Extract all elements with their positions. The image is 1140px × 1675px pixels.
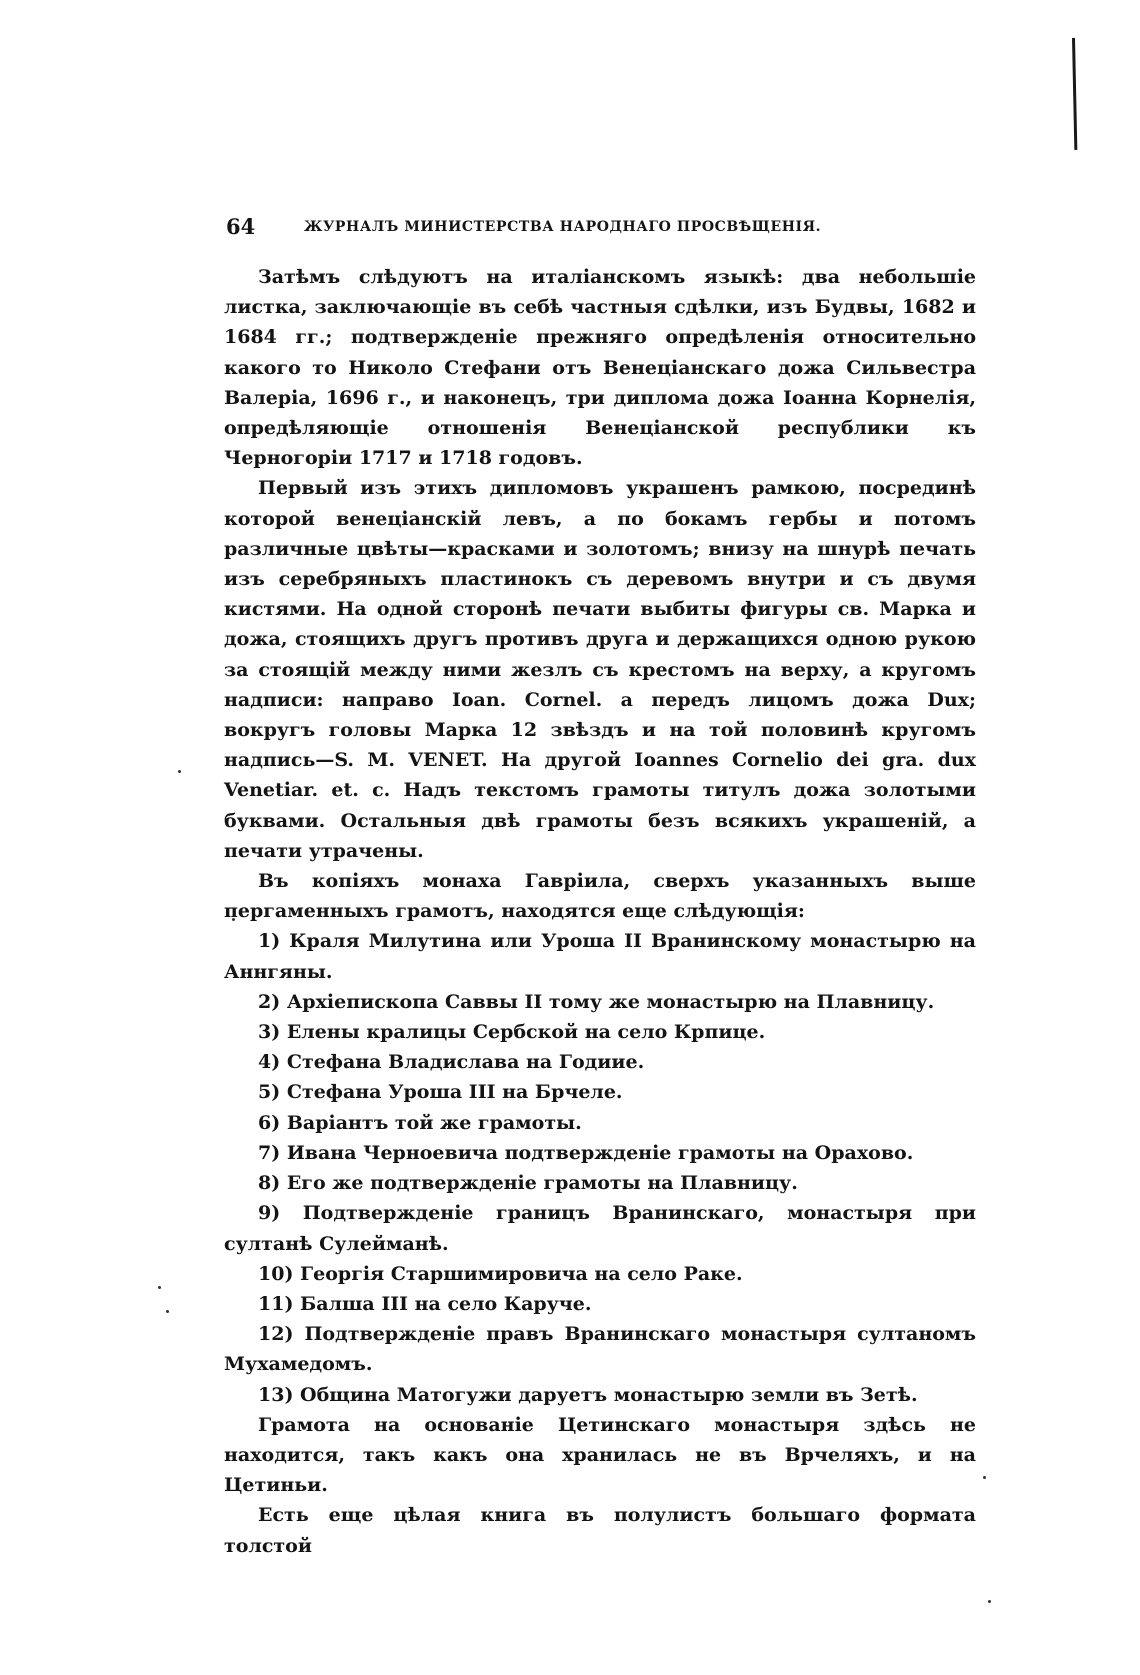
list-item: 11) Балша III на село Каруче. [258, 1292, 592, 1315]
list-item: 4) Стефана Владислава на Годиие. [258, 1051, 645, 1074]
list-item: 6) Варіантъ той же грамоты. [258, 1111, 582, 1134]
list-item: 3) Елены кралицы Сербской на село Крпице. [258, 1021, 766, 1044]
list-item: 5) Стефана Уроша III на Брчеле. [258, 1081, 623, 1104]
paragraph: Затѣмъ слѣдуютъ на италіанскомъ языкѣ: два небольшіе листка, заключающіе въ себѣ частныя сдѣлки, изъ Будвы, 1682 и 1684 гг.; подтвержденіе прежняго опредѣленія относительно какого то Николо Стефани отъ Венеціанскаго дожа Сильвестра Валеріа, 1696 г., и наконецъ, три диплома дожа Іоанна Корнелія, опредѣляющіе отношенія Венеціанской республики къ Черногоріи 1717 и 1718 годовъ. [224, 266, 976, 470]
print-speck [988, 1600, 991, 1603]
paragraph: Въ копіяхъ монаха Гавріила, сверхъ указанныхъ выше пергаменныхъ грамотъ, находятся еще слѣдующія: [224, 870, 976, 923]
page-edge-line [1072, 38, 1077, 150]
print-speck [983, 1476, 986, 1479]
list-item: 12) Подтвержденіе правъ Вранинскаго монастыря султаномъ Мухамедомъ. [224, 1323, 976, 1376]
paragraph: Грамота на основаніе Цетинскаго монастыря здѣсь не находится, такъ какъ она хранилась не въ Врчеляхъ, и на Цетиньи. [224, 1413, 976, 1497]
list-item: 7) Ивана Черноевича подтвержденіе грамоты на Орахово. [258, 1141, 914, 1164]
list-item: 13) Община Матогужи даруетъ монастырю земли въ Зетѣ. [258, 1383, 918, 1406]
list-item: 10) Георгія Старшимировича на село Раке. [258, 1262, 743, 1285]
list-item: 2) Архіепископа Саввы II тому же монастырю на Плавницу. [258, 990, 935, 1013]
list-item: 8) Его же подтвержденіе грамоты на Плавницу. [258, 1172, 798, 1195]
print-speck [158, 1286, 161, 1289]
body-text [224, 262, 976, 1561]
paragraph: Первый изъ этихъ дипломовъ украшенъ рамкою, посрединѣ которой венеціанскій левъ, а по бокамъ гербы и потомъ различные цвѣты—красками и золотомъ; внизу на шнурѣ печать изъ серебряныхъ пластинокъ съ деревомъ внутри и съ двумя кистями. На одной сторонѣ печати выбиты фигуры св. Марка и дожа, стоящихъ другъ противъ друга и держащихся одною рукою за стоящій между ними жезлъ съ крестомъ на верху, а кругомъ надписи: направо Ioan. Cornel. а передъ лицомъ дожа Dux; вокругъ головы Марка 12 звѣздъ и на той половинѣ кругомъ надпись—S. M. VENET. На другой Ioannes Cornelio dei gra. dux Venetiar. et. c. Надъ текстомъ грамоты титулъ дожа золотыми буквами. Остальныя двѣ грамоты безъ всякихъ украшеній, а печати утрачены. [224, 477, 976, 862]
print-speck [178, 770, 181, 773]
list-item: 9) Подтвержденіе границъ Вранинскаго, монастыря при султанѣ Сулейманѣ. [224, 1202, 976, 1255]
print-speck [166, 1310, 169, 1313]
running-title: ЖУРНАЛЪ МИНИСТЕРСТВА НАРОДНАГО ПРОСВѢЩЕНІЯ. [304, 219, 822, 235]
list-item: 1) Краля Милутина или Уроша II Вранинскому монастырю на Аннгяны. [224, 930, 976, 983]
paragraph: Есть еще цѣлая книга въ полулистъ большаго формата толстой [224, 1504, 976, 1557]
page-header [226, 214, 886, 244]
page-number: 64 [226, 214, 256, 239]
